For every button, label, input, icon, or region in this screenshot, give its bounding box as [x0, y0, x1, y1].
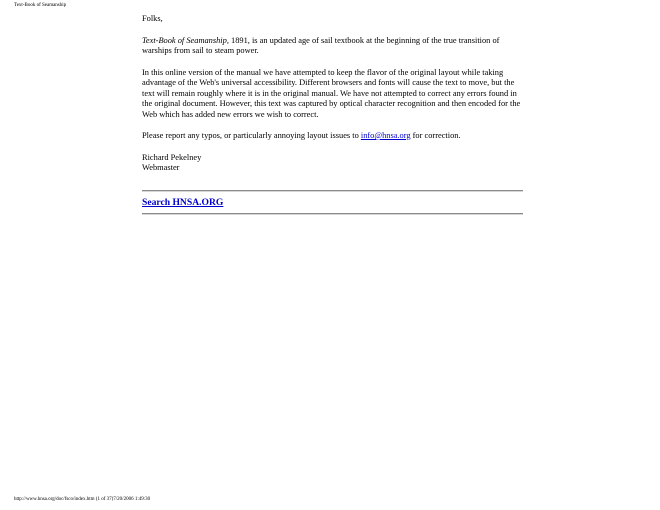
book-title: Text-Book of Seamanship: [142, 35, 227, 45]
email-link[interactable]: info@hnsa.org: [360, 131, 411, 140]
divider-top: [142, 190, 523, 192]
page-header-title: Text-Book of Seamanship: [14, 3, 67, 8]
report-paragraph: [142, 131, 524, 142]
page-footer-url: http://www.hnsa.org/doc/fsco/index.htm (1 of 37)7/20/2006 1:49:30: [14, 497, 151, 502]
signature-name: Richard Pekelney: [142, 152, 202, 162]
intro-text: , 1891, is an updated age of sail textbook at the beginning of the true transition of warships from sail to steam power.: [142, 35, 500, 55]
intro-paragraph: [142, 36, 524, 57]
report-text-before: Please report any typos, or particularly annoying layout issues to: [142, 131, 361, 140]
letter-body: [142, 14, 524, 215]
greeting: Folks,: [142, 14, 163, 23]
signature-role: Webmaster: [142, 163, 180, 172]
signature: [142, 153, 524, 174]
report-text-after: for correction.: [410, 131, 461, 140]
search-hnsa-link[interactable]: Search HNSA.ORG: [142, 196, 224, 208]
divider-bottom: [142, 213, 523, 215]
layout-paragraph: In this online version of the manual we have attempted to keep the flavor of the original layout while taking advantage of the Web's universal accessibility. Different browsers and fonts will cause the text to move, but the text will remain roughly where it is in the original manual. We have not attempted to correct any errors found in the original document. However, this text was captured by optical character recognition and then encoded for the Web which has added new errors we wish to correct.: [142, 67, 521, 119]
